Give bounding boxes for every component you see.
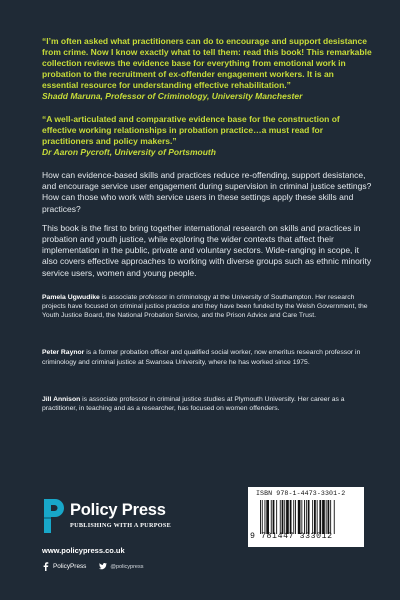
- endorsement-attribution-2: Dr Aaron Pycroft, University of Portsmouth: [42, 147, 216, 157]
- author-bio-text-3: is associate professor in criminal justice studies at Plymouth University. Her career as a practitioner, in teaching and as a researcher, has focused on women offenders.: [42, 395, 345, 413]
- endorsement-2: [42, 114, 372, 158]
- publisher-name: Policy Press: [70, 501, 166, 519]
- author-bio-3: [42, 395, 372, 413]
- isbn-barcode: [248, 487, 364, 547]
- author-bio-1: [42, 293, 372, 321]
- endorsement-attribution-1: Shadd Maruna, Professor of Criminology, University Manchester: [42, 91, 303, 101]
- endorsement-quote-2: “A well-articulated and comparative evidence base for the construction of effective working relationships in probation practice…a must read for practitioners and policy makers.”: [42, 114, 340, 146]
- author-name-1: Pamela Ugwudike: [42, 293, 100, 301]
- publisher-website[interactable]: www.policypress.co.uk: [42, 546, 125, 555]
- blurb-paragraph-1: How can evidence-based skills and practices reduce re-offending, support desistance, and encourage service user engagement during supervision in criminal justice settings? How can those who work with service users in these settings apply these skills and practices?: [42, 170, 372, 214]
- facebook-handle[interactable]: PolicyPress: [53, 563, 87, 570]
- author-bio-2: [42, 348, 372, 366]
- endorsement-quote-1: “I’m often asked what practitioners can do to encourage and support desistance from crime. Now I know exactly what to tell them: read this book! This remarkable collection reviews the evidence base for everything from emotional work in probation to the recruitment of ex-offender engagement workers. It is an essential resource for understanding effective rehabilitation.”: [42, 36, 372, 90]
- twitter-icon[interactable]: [99, 563, 107, 570]
- policy-press-p-logo-icon: [42, 499, 64, 533]
- twitter-handle[interactable]: @policypress: [110, 563, 144, 570]
- author-bio-text-1: is associate professor in criminology at the University of Southampton. Her research projects have focused on criminal justice practice and they have been funded by the Welsh Government, the Youth Justice Board, the National Probation Service, and the Prison Advice and Care Trust.: [42, 293, 368, 320]
- author-bio-text-2: is a former probation officer and qualified social worker, now emeritus research professor in criminology and criminal justice at Swansea University, where he has worked since 1975.: [42, 349, 361, 366]
- barcode-digits: 9 781447 333012: [250, 532, 333, 541]
- endorsement-1: [42, 36, 372, 102]
- blurb-paragraph-2: This book is the first to bring together international research on skills and practices in probation and youth justice, while exploring the wider contexts that affect their implementation in the public, private and voluntary sectors. Wide-ranging in scope, it also covers effective approaches to working with diverse groups such as ethnic minority service users, women and young people.: [42, 222, 372, 278]
- author-name-2: Peter Raynor: [42, 349, 85, 357]
- publisher-tagline: PUBLISHING WITH A PURPOSE: [70, 522, 172, 529]
- publisher-logo: [42, 497, 202, 537]
- isbn-number: ISBN 978-1-4473-3301-2: [256, 490, 346, 497]
- social-links: [42, 562, 144, 571]
- author-name-3: Jill Annison: [42, 395, 81, 403]
- facebook-icon[interactable]: [42, 562, 49, 571]
- barcode-bars: [260, 500, 358, 534]
- cover-text-column: [42, 36, 372, 413]
